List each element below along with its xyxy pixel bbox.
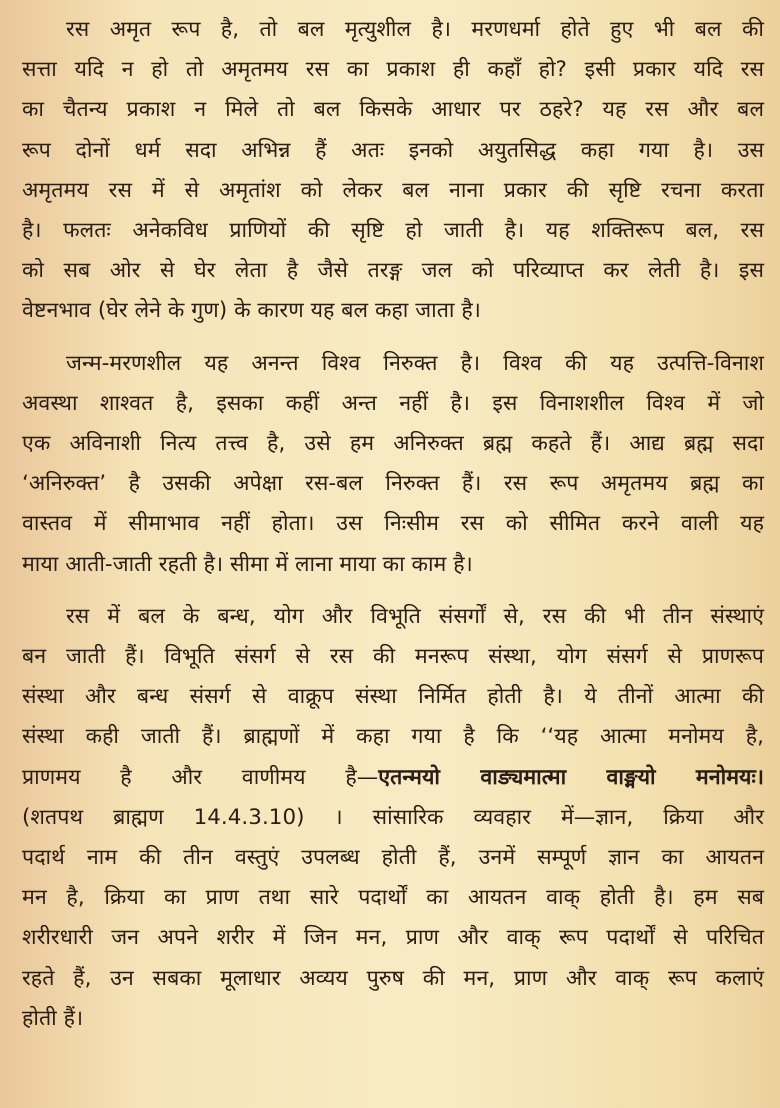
paragraph-line: वास्तव में सीमाभाव नहीं होता। उस निःसीम रस को सीमित करने वाली यह <box>22 511 764 537</box>
sanskrit-quote: एतन्मयो वाङ्यमात्मा वाङ्मयो मनोमयः। <box>378 764 764 790</box>
paragraph-line: मन है, क्रिया का प्राण तथा सारे पदार्थों का आयतन वाक् होती है। हम सब <box>22 885 764 911</box>
paragraph-line: अमृतमय रस में से अमृतांश को लेकर बल नाना प्रकार की सृष्टि रचना करता <box>22 177 764 203</box>
paragraph-line: ‘अनिरुक्त’ है उसकी अपेक्षा रस-बल निरुक्त हैं। रस रूप अमृतमय ब्रह्म का <box>22 471 764 497</box>
paragraph-line: सत्ता यदि न हो तो अमृतमय रस का प्रकाश ही कहाँ हो? इसी प्रकार यदि रस <box>22 57 764 83</box>
paragraph-line: अवस्था शाश्वत है, इसका कहीं अन्त नहीं है। इस विनाशशील विश्व में जो <box>22 390 764 416</box>
paragraph-line-text: प्राणमय है और वाणीमय है— <box>22 764 379 790</box>
paragraph-line-with-quote <box>22 758 764 798</box>
paragraph-3 <box>22 597 764 1039</box>
paragraph-line: बन जाती हैं। विभूति संसर्ग से रस की मनरूप संस्था, योग संसर्ग से प्राणरूप <box>22 644 764 670</box>
paragraph-line: का चैतन्य प्रकाश न मिले तो बल किसके आधार पर ठहरे? यह रस और बल <box>22 97 764 123</box>
paragraph-line: एक अविनाशी नित्य तत्त्व है, उसे हम अनिरुक्त ब्रह्म कहते हैं। आद्य ब्रह्म सदा <box>22 431 764 457</box>
paragraph-line: रहते हैं, उन सबका मूलाधार अव्यय पुरुष की मन, प्राण और वाक् रूप कलाएं <box>22 965 764 991</box>
paragraph-line: पदार्थ नाम की तीन वस्तुएं उपलब्ध होती हैं, उनमें सम्पूर्ण ज्ञान का आयतन <box>22 845 764 871</box>
paragraph-line: रस में बल के बन्ध, योग और विभूति संसर्गों से, रस की भी तीन संस्थाएं <box>66 603 764 629</box>
paragraph-line: शरीरधारी जन अपने शरीर में जिन मन, प्राण और वाक् रूप पदार्थों से परिचित <box>22 925 764 951</box>
paragraph-line: माया आती-जाती रहती है। सीमा में लाना माया का काम है। <box>22 551 473 577</box>
paragraph-line: जन्म-मरणशील यह अनन्त विश्व निरुक्त है। विश्व की यह उत्पत्ति-विनाश <box>66 350 764 376</box>
paragraph-line: रूप दोनों धर्म सदा अभिन्न हैं अतः इनको अयुतसिद्ध कहा गया है। उस <box>22 137 764 163</box>
paragraph-line: (शतपथ ब्राह्मण 14.4.3.10) । सांसारिक व्यवहार में—ज्ञान, क्रिया और <box>22 804 764 830</box>
paragraph-line: रस अमृत रूप है, तो बल मृत्युशील है। मरणधर्मा होते हुए भी बल की <box>66 17 764 42</box>
paragraph-line: वेष्टनभाव (घेर लेने के गुण) के कारण यह बल कहा जाता है। <box>22 298 481 324</box>
paragraph-line: संस्था कही जाती हैं। ब्राह्मणों में कहा गया है कि ‘‘यह आत्मा मनोमय है, <box>22 724 764 750</box>
paragraph-line: को सब ओर से घेर लेता है जैसे तरङ्ग जल को परिव्याप्त कर लेती है। इस <box>22 258 764 284</box>
paragraph-line: संस्था और बन्ध संसर्ग से वाक्रूप संस्था निर्मित होती है। ये तीनों आत्मा की <box>22 684 764 710</box>
paragraph-2 <box>22 344 764 585</box>
paragraph-line: है। फलतः अनेकविध प्राणियों की सृष्टि हो जाती है। यह शक्तिरूप बल, रस <box>22 218 764 244</box>
paragraph-1 <box>22 10 764 332</box>
paragraph-line: होती हैं। <box>22 1005 84 1031</box>
